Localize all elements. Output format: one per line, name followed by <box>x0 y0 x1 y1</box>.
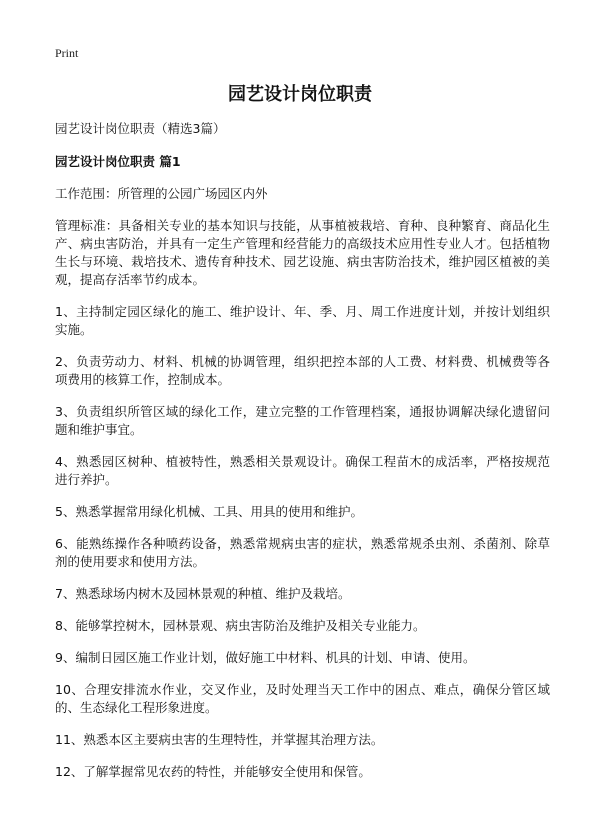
duty-item: 8、能够掌控树木，园林景观、病虫害防治及维护及相关专业能力。 <box>55 618 426 633</box>
paragraph-scope: 工作范围：所管理的公园广场园区内外 <box>55 186 268 201</box>
duty-item: 3、负责组织所管区域的绿化工作，建立完整的工作管理档案，通报协调解决绿化遗留问题和维护事宜。 <box>55 404 550 437</box>
duty-item: 7、熟悉球场内树木及园林景观的种植、维护及栽培。 <box>55 586 351 601</box>
duty-item: 1、主持制定园区绿化的施工、维护设计、年、季、月、周工作进度计划，并按计划组织实施。 <box>55 304 550 337</box>
paragraph-standard: 管理标准：具备相关专业的基本知识与技能，从事植被栽培、育种、良种繁育、商品化生产、病虫害防治，并具有一定生产管理和经营能力的高级技术应用性专业人才。包括植物生长与环境、栽培技术、遗传育种技术、园艺设施、病虫害防治技术，维护园区植被的美观，提高存活率节约成本。 <box>55 218 550 287</box>
document-body <box>55 120 550 795</box>
document-subtitle: 园艺设计岗位职责（精选3篇） <box>55 121 226 136</box>
print-link[interactable]: Print <box>55 46 79 60</box>
section-heading: 园艺设计岗位职责 篇1 <box>55 154 181 169</box>
duty-item: 6、能熟练操作各种喷药设备，熟悉常规病虫害的症状，熟悉常规杀虫剂、杀菌剂、除草剂的使用要求和使用方法。 <box>55 536 550 569</box>
duty-item: 4、熟悉园区树种、植被特性，熟悉相关景观设计。确保工程苗木的成活率，严格按规范进行养护。 <box>55 454 550 487</box>
duty-item: 5、熟悉掌握常用绿化机械、工具、用具的使用和维护。 <box>55 504 363 519</box>
duty-item: 9、编制日园区施工作业计划，做好施工中材料、机具的计划、申请、使用。 <box>55 650 476 665</box>
duty-item: 11、熟悉本区主要病虫害的生理特性，并掌握其治理方法。 <box>55 732 384 747</box>
duty-item: 2、负责劳动力、材料、机械的协调管理，组织把控本部的人工费、材料费、机械费等各项费用的核算工作，控制成本。 <box>55 354 550 387</box>
page-title: 园艺设计岗位职责 <box>228 84 372 105</box>
duty-item: 10、合理安排流水作业，交叉作业，及时处理当天工作中的困点、难点，确保分管区域的、生态绿化工程形象进度。 <box>55 682 550 715</box>
duty-item: 12、了解掌握常见农药的特性，并能够安全使用和保管。 <box>55 764 371 779</box>
